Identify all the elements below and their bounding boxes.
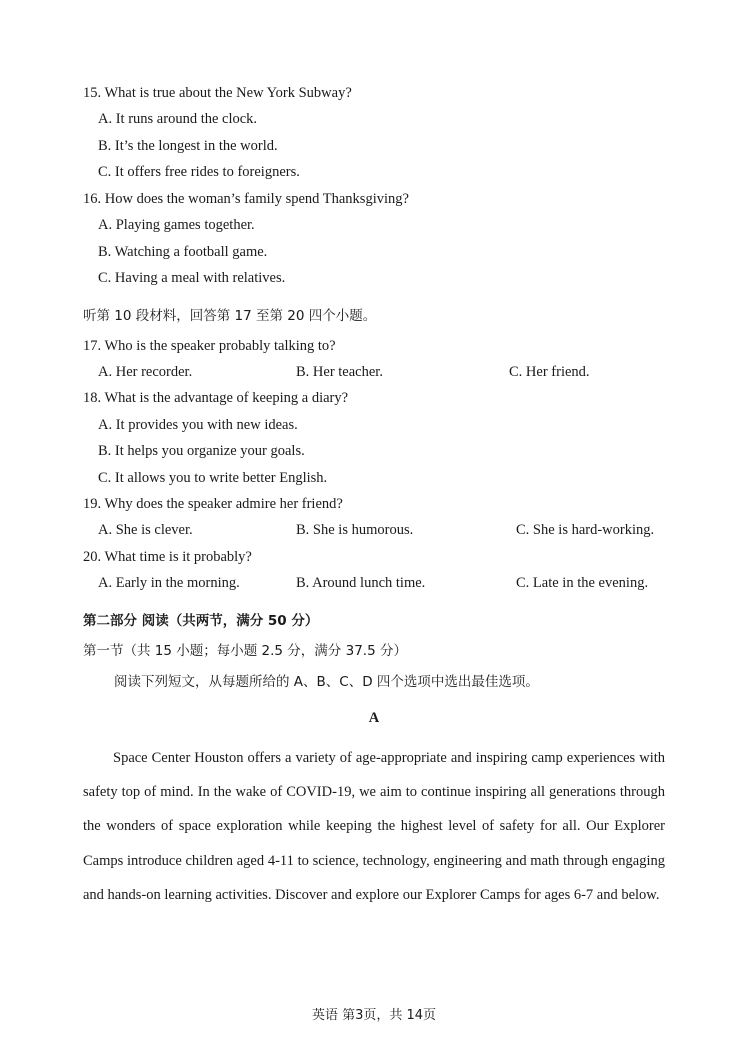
passage-label: A bbox=[368, 710, 380, 726]
question-16-option-b: B. Watching a football game. bbox=[98, 244, 268, 260]
question-18-stem: 18. What is the advantage of keeping a diary? bbox=[83, 390, 349, 406]
question-18-option-c: C. It allows you to write better English. bbox=[98, 470, 328, 486]
question-19-stem: 19. Why does the speaker admire her friend? bbox=[83, 496, 343, 512]
question-17-option-a: A. Her recorder. bbox=[98, 364, 193, 380]
question-20-option-a: A. Early in the morning. bbox=[98, 575, 240, 591]
passage-paragraph: Space Center Houston offers a variety of age-appropriate and inspiring camp experiences with safety top of mind. In the wake of COVID-19, we aim to continue inspiring all generations through the wonders of space exploration while keeping the highest level of safety for all. Our Explorer Camps introduce children aged 4-11 to science, technology, engineering and math through engaging and hands-on learning activities. Discover and explore our Explorer Camps for ages 6-7 and below. bbox=[83, 750, 665, 903]
question-17-option-b: B. Her teacher. bbox=[296, 364, 383, 380]
passage-body bbox=[83, 741, 665, 912]
question-16-option-a: A. Playing games together. bbox=[98, 217, 255, 233]
question-15-stem: 15. What is true about the New York Subway? bbox=[83, 85, 352, 101]
reading-instruction: 阅读下列短文，从每题所给的 A、B、C、D 四个选项中选出最佳选项。 bbox=[114, 674, 539, 690]
question-19-option-a: A. She is clever. bbox=[98, 522, 193, 538]
reading-section-title: 第一节（共 15 小题；每小题 2.5 分，满分 37.5 分） bbox=[83, 643, 407, 659]
question-15-option-b: B. It’s the longest in the world. bbox=[98, 138, 278, 154]
question-19-option-b: B. She is humorous. bbox=[296, 522, 414, 538]
question-18-option-a: A. It provides you with new ideas. bbox=[98, 417, 298, 433]
question-15-option-c: C. It offers free rides to foreigners. bbox=[98, 164, 300, 180]
question-16-option-c: C. Having a meal with relatives. bbox=[98, 270, 286, 286]
question-18-option-b: B. It helps you organize your goals. bbox=[98, 443, 305, 459]
question-20-option-b: B. Around lunch time. bbox=[296, 575, 426, 591]
question-17-option-c: C. Her friend. bbox=[509, 364, 590, 380]
question-20-stem: 20. What time is it probably? bbox=[83, 549, 252, 565]
question-16-stem: 16. How does the woman’s family spend Thanksgiving? bbox=[83, 191, 409, 207]
page-footer: 英语 第3页，共 14页 bbox=[311, 1008, 437, 1023]
question-15-option-a: A. It runs around the clock. bbox=[98, 111, 258, 127]
question-19-option-c: C. She is hard-working. bbox=[516, 522, 655, 538]
question-20-option-c: C. Late in the evening. bbox=[516, 575, 649, 591]
reading-part-title: 第二部分 阅读（共两节，满分 50 分） bbox=[83, 613, 319, 629]
question-17-stem: 17. Who is the speaker probably talking to? bbox=[83, 338, 336, 354]
listening-section-note: 听第 10 段材料，回答第 17 至第 20 四个小题。 bbox=[83, 308, 377, 324]
